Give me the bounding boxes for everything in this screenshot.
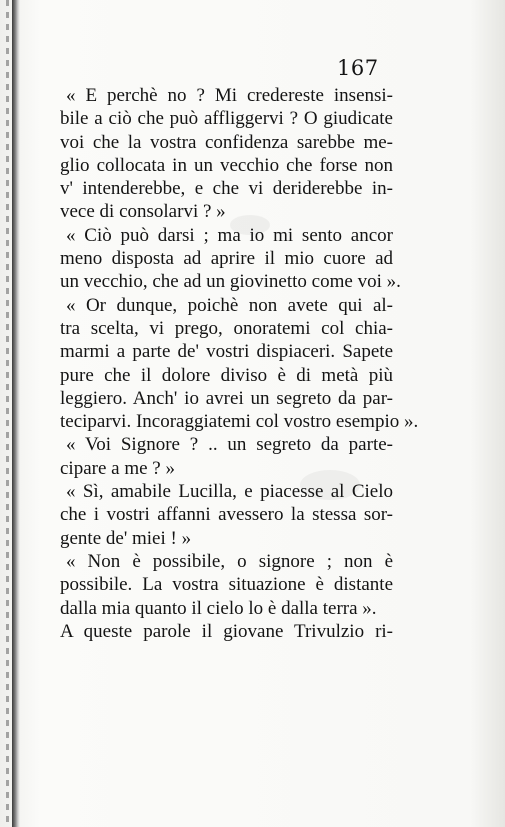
text-line: vece di consolarvi ? » — [60, 201, 226, 223]
text-line: glio collocata in un vecchio che forse non — [60, 154, 393, 176]
text-line: un vecchio, che ad un giovinetto come voi ». — [60, 271, 401, 293]
text-line: cipare a me ? » — [60, 457, 175, 479]
text-line: v' intenderebbe, e che vi deriderebbe in- — [60, 178, 393, 200]
text-line: meno disposta ad aprire il mio cuore ad — [60, 248, 393, 270]
text-line: teciparvi. Incoraggiatemi col vostro esempio ». — [60, 411, 419, 433]
book-spine-shadow — [12, 0, 20, 827]
text-line: marmi a parte de' vostri dispiaceri. Sapete — [60, 341, 393, 363]
body-text — [60, 84, 419, 643]
text-line: gente de' miei ! » — [60, 527, 192, 549]
text-line: bile a ciò che può affliggervi ? O giudicate — [60, 108, 393, 130]
text-line: « Voi Signore ? .. un segreto da parte- — [66, 434, 393, 456]
text-line: possibile. La vostra situazione è distante — [60, 574, 393, 596]
text-line: « E perchè no ? Mi credereste insensi- — [66, 85, 393, 106]
text-line: A queste parole il giovane Trivulzio ri- — [60, 620, 393, 642]
text-line: pure che il dolore diviso è di metà più — [60, 364, 393, 386]
text-line: leggiero. Anch' io avrei un segreto da par- — [60, 387, 393, 409]
text-line: dalla mia quanto il cielo lo è dalla terra ». — [60, 597, 377, 619]
text-line: « Ciò può darsi ; ma io mi sento ancor — [66, 224, 393, 246]
text-line: « Or dunque, poichè non avete qui al- — [66, 294, 393, 316]
text-line: « Non è possibile, o signore ; non è — [66, 550, 393, 572]
page-number: 167 — [337, 56, 379, 80]
text-line: voi che la vostra confidenza sarebbe me- — [60, 131, 393, 153]
text-line: tra scelta, vi prego, onoratemi col chia- — [60, 317, 393, 339]
text-line: « Sì, amabile Lucilla, e piacesse al Cielo — [66, 481, 393, 503]
binding-edge — [6, 0, 9, 827]
text-line: che i vostri affanni avessero la stessa sor- — [60, 504, 393, 526]
